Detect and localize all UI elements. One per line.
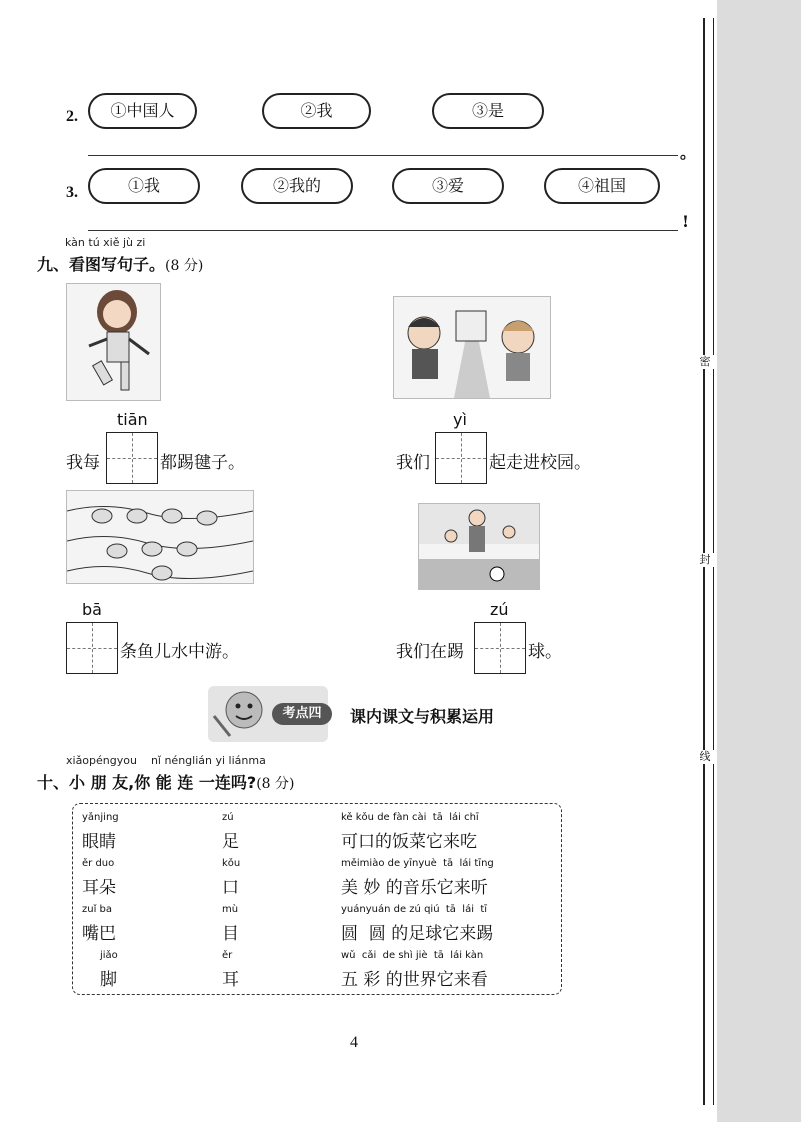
match-col1-pinyin: ěr duo — [82, 858, 115, 869]
tian-grid-box[interactable] — [106, 432, 158, 484]
match-col2-word[interactable]: 口 — [222, 878, 239, 898]
picture-kids-walking-to-school — [393, 296, 551, 399]
match-col3-pinyin: wǔ cǎi de shì jiè tā lái kàn — [341, 950, 484, 961]
tian-grid-box[interactable] — [474, 622, 526, 674]
match-col1-pinyin: yǎnjing — [82, 812, 119, 823]
end-punctuation: 。 — [680, 143, 697, 162]
section-9-title — [37, 252, 203, 275]
question-2-number: 2. — [66, 108, 78, 125]
sentence-3-pinyin: bā — [82, 600, 102, 619]
word-cloud: ②我的 — [241, 168, 353, 204]
picture-fish-swimming — [66, 490, 254, 584]
match-col1-word[interactable]: 脚 — [100, 970, 117, 990]
word-cloud: ③爱 — [392, 168, 504, 204]
match-col3-phrase[interactable]: 五 彩 的世界它来看 — [341, 970, 488, 990]
question-3-number: 3. — [66, 184, 78, 201]
sentence-4-after: 球。 — [528, 642, 562, 662]
binding-mark-mi: 密 — [694, 355, 716, 369]
sentence-2-before: 我们 — [396, 453, 430, 473]
word-cloud: ③是 — [432, 93, 544, 129]
section-9-pinyin: kàn tú xiě jù zi — [65, 236, 146, 249]
page-number: 4 — [350, 1034, 358, 1051]
word-cloud: ①我 — [88, 168, 200, 204]
section-9-title-text: 九、看图写句子。 — [37, 255, 166, 274]
matching-box — [72, 803, 562, 995]
match-col1-word[interactable]: 嘴巴 — [82, 924, 116, 944]
sentence-3-after: 条鱼儿水中游。 — [120, 642, 239, 662]
section-10-score: (8 分) — [256, 776, 295, 792]
match-col3-pinyin: kě kǒu de fàn cài tā lái chī — [341, 812, 479, 823]
sentence-4-pinyin: zú — [490, 600, 509, 619]
match-col1-word[interactable]: 耳朵 — [82, 878, 116, 898]
smiley-ball-icon — [208, 686, 268, 742]
match-col3-pinyin: měimiào de yīnyuè tā lái tīng — [341, 858, 494, 869]
match-col2-word[interactable]: 目 — [222, 924, 239, 944]
match-col1-word[interactable]: 眼睛 — [82, 832, 116, 852]
section-9-score: (8 分) — [165, 258, 204, 274]
sentence-1-before: 我每 — [66, 453, 100, 473]
match-col2-pinyin: kǒu — [222, 858, 241, 869]
binding-mark-xian: 线 — [694, 750, 716, 764]
section-10-pinyin: xiǎopéngyou nǐ nénglián yi liánma — [66, 754, 266, 767]
end-punctuation: ! — [682, 212, 690, 231]
binding-mark-feng: 封 — [694, 553, 716, 567]
tian-grid-box[interactable] — [66, 622, 118, 674]
match-col3-phrase[interactable]: 圆 圆 的足球它来踢 — [341, 924, 494, 944]
kaodian-badge: 考点四 — [272, 703, 332, 725]
section-10-title — [37, 770, 295, 793]
match-col2-pinyin: mù — [222, 904, 239, 915]
picture-kids-playing-soccer — [418, 503, 540, 590]
match-col2-pinyin: ěr — [222, 950, 233, 961]
answer-line[interactable] — [88, 230, 678, 231]
section-10-title-text: 十、小 朋 友,你 能 连 一连吗? — [37, 773, 257, 792]
word-cloud: ④祖国 — [544, 168, 660, 204]
match-col2-word[interactable]: 耳 — [222, 970, 239, 990]
match-col2-pinyin: zú — [222, 812, 234, 823]
match-col1-pinyin: zuǐ ba — [82, 904, 113, 915]
match-col3-phrase[interactable]: 美 妙 的音乐它来听 — [341, 878, 488, 898]
answer-line[interactable] — [88, 155, 678, 156]
match-col2-word[interactable]: 足 — [222, 832, 239, 852]
tian-grid-box[interactable] — [435, 432, 487, 484]
binding-strip — [717, 0, 801, 1122]
word-cloud: ①中国人 — [88, 93, 197, 129]
word-cloud: ②我 — [262, 93, 371, 129]
sentence-2-after: 起走进校园。 — [489, 453, 591, 473]
match-col3-pinyin: yuányuán de zú qiú tā lái tī — [341, 904, 488, 915]
sentence-2-pinyin: yì — [453, 410, 467, 429]
banner-title: 课内课文与积累运用 — [350, 707, 495, 726]
sentence-1-after: 都踢毽子。 — [160, 453, 245, 473]
picture-girl-kicking-shuttlecock — [66, 283, 161, 401]
match-col3-phrase[interactable]: 可口的饭菜它来吃 — [341, 832, 477, 852]
sentence-4-before: 我们在踢 — [396, 642, 464, 662]
match-col1-pinyin: jiǎo — [100, 950, 118, 961]
sentence-1-pinyin: tiān — [117, 410, 148, 429]
